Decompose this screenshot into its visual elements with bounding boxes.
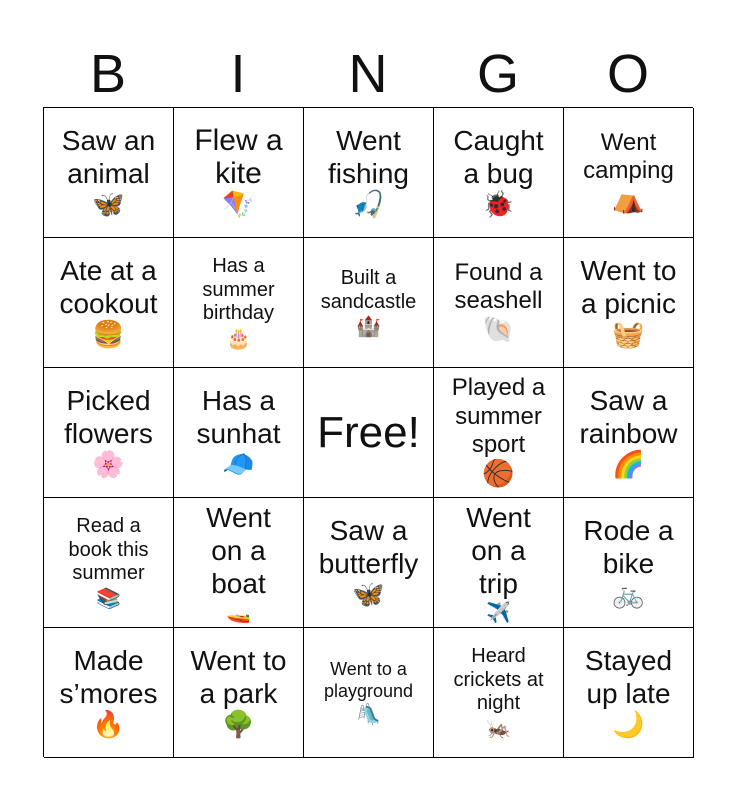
free-label: Free! xyxy=(317,407,420,457)
cell-label: Made s’mores xyxy=(59,644,158,709)
cell-label: Picked flowers xyxy=(64,384,153,449)
birthday-cake-icon: 🎂 xyxy=(226,325,251,350)
cell-label: Stayed up late xyxy=(584,644,673,709)
header-letter-i: I xyxy=(230,44,246,104)
cell-label: Went on a boat xyxy=(206,501,271,600)
castle-icon: 🏰 xyxy=(356,314,381,339)
bingo-cell[interactable] xyxy=(44,108,174,238)
moon-icon: 🌙 xyxy=(612,709,645,740)
books-icon: 📚 xyxy=(96,585,121,610)
cell-label: Played a summer sport xyxy=(451,374,546,459)
butterfly-icon: 🦋 xyxy=(92,189,125,220)
rainbow-icon: 🌈 xyxy=(612,449,645,480)
bingo-cell[interactable] xyxy=(434,628,564,758)
bingo-cell[interactable] xyxy=(434,368,564,498)
bingo-cell[interactable] xyxy=(174,628,304,758)
bingo-cell[interactable] xyxy=(434,238,564,368)
cell-label: Went camping xyxy=(583,128,674,184)
ladybug-icon: 🐞 xyxy=(482,189,515,220)
header-letter-o: O xyxy=(606,44,649,104)
cell-label: Built a sandcastle xyxy=(320,266,417,313)
tree-icon: 🌳 xyxy=(222,709,255,740)
bingo-cell[interactable] xyxy=(44,498,174,628)
cell-label: Found a seashell xyxy=(454,258,543,314)
cell-label: Saw an animal xyxy=(61,124,156,189)
cell-label: Caught a bug xyxy=(453,124,544,189)
flower-icon: 🌸 xyxy=(92,449,125,480)
burger-icon: 🍔 xyxy=(92,319,125,350)
bingo-cell[interactable] xyxy=(304,628,434,758)
cell-label: Went to a picnic xyxy=(580,254,677,319)
bingo-cell[interactable] xyxy=(434,108,564,238)
bingo-cell[interactable] xyxy=(564,238,694,368)
header-letter-n: N xyxy=(348,44,388,104)
cell-label: Has a summer birthday xyxy=(202,255,275,325)
fire-icon: 🔥 xyxy=(92,709,125,740)
free-space[interactable] xyxy=(304,368,434,498)
bingo-cell[interactable] xyxy=(304,238,434,368)
bingo-cell[interactable] xyxy=(564,628,694,758)
bingo-cell[interactable] xyxy=(44,628,174,758)
kite-icon: 🪁 xyxy=(222,189,255,220)
header-letter-g: G xyxy=(476,44,519,104)
speedboat-icon: 🚤 xyxy=(226,600,251,625)
bingo-grid xyxy=(43,107,693,757)
bingo-cell[interactable] xyxy=(174,368,304,498)
slide-icon: 🛝 xyxy=(356,701,381,726)
bingo-cell[interactable] xyxy=(564,498,694,628)
bingo-cell[interactable] xyxy=(434,498,564,628)
bingo-cell[interactable] xyxy=(174,498,304,628)
tent-icon: ⛺ xyxy=(612,185,645,216)
seashell-icon: 🐚 xyxy=(482,315,515,346)
bingo-cell[interactable] xyxy=(564,108,694,238)
bingo-cell[interactable] xyxy=(564,368,694,498)
bingo-cell[interactable] xyxy=(174,108,304,238)
header-letter-b: B xyxy=(89,44,127,104)
cell-label: Went on a trip xyxy=(466,501,531,600)
butterfly-icon: 🦋 xyxy=(352,579,385,610)
bingo-cell[interactable] xyxy=(304,498,434,628)
basket-icon: 🧺 xyxy=(612,319,645,350)
cell-label: Ate at a cookout xyxy=(59,254,158,319)
cell-label: Saw a butterfly xyxy=(318,514,419,579)
cricket-icon: 🦗 xyxy=(486,715,511,740)
cell-label: Rode a bike xyxy=(583,514,674,579)
bingo-cell[interactable] xyxy=(304,108,434,238)
airplane-icon: ✈️ xyxy=(486,600,511,625)
cap-icon: 🧢 xyxy=(222,449,255,480)
bingo-cell[interactable] xyxy=(44,368,174,498)
basketball-icon: 🏀 xyxy=(482,459,515,490)
cell-label: Heard crickets at night xyxy=(453,645,544,715)
bicycle-icon: 🚲 xyxy=(612,579,645,610)
cell-label: Read a book this summer xyxy=(68,515,149,585)
cell-label: Went to a park xyxy=(190,644,287,709)
bingo-cell[interactable] xyxy=(44,238,174,368)
cell-label: Has a sunhat xyxy=(196,384,281,449)
bingo-cell[interactable] xyxy=(174,238,304,368)
bingo-header xyxy=(43,40,693,108)
fishing-pole-icon: 🎣 xyxy=(352,189,385,220)
cell-label: Went to a playground xyxy=(323,659,414,701)
cell-label: Went fishing xyxy=(328,124,409,189)
cell-label: Saw a rainbow xyxy=(579,384,678,449)
cell-label: Flew a kite xyxy=(194,123,283,190)
